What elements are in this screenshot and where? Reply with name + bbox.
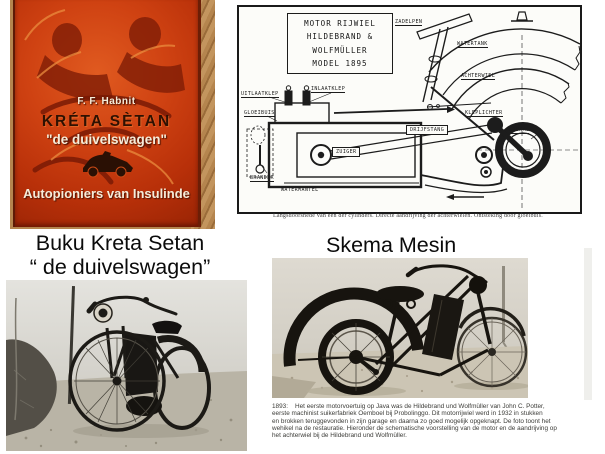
book-caption (8, 231, 232, 279)
diagram-title-line: HILDEBRAND & (306, 32, 374, 42)
caption-line1: Het eerste motorvoertuig op Java was de Hildebrand und Wolfmüller van John C. Potter, (295, 403, 545, 410)
label-inlaatklep: INLAATKLEP (311, 86, 346, 92)
label-kleplichter: KLEPLICHTER (465, 110, 503, 116)
label-watertank: WATERTANK (457, 41, 488, 47)
label-watermantel: WATERMANTEL (281, 187, 319, 193)
caption-line2: eerste machinist suikerfabriek Oemboel bij Probolinggo. Dit motorrijwiel werd in 1932 in stukken (272, 410, 543, 418)
diagram-title-line: MOTOR RIJWIEL (304, 18, 376, 28)
book-tagline: Autopioniers van Insulinde (23, 186, 190, 201)
label-drijfstang: DRIJFSTANG (406, 125, 448, 135)
book-caption-line1: Buku Kreta Setan (35, 231, 205, 255)
book-cover (13, 0, 201, 227)
label-zadelpen: ZADELPEN (395, 19, 423, 25)
photo-left-drawing (6, 280, 247, 451)
diagram-title-line: WOLFMÜLLER (312, 45, 368, 55)
diagram-title-line: MODEL 1895 (312, 59, 368, 69)
vintage-car-icon (77, 150, 137, 178)
caption-line4: wehikel na de restauratie. Hieronder de schematische voorstelling van de motor en de aandrijving op (272, 424, 557, 432)
caption-year: 1893: (272, 403, 288, 410)
label-krukas: KRUKAS (509, 127, 530, 133)
photo-hildebrand-wolfmuller (272, 258, 528, 398)
engine-schematic-diagram (237, 5, 582, 214)
label-gloeibuis: GLOEIBUIS (244, 110, 275, 116)
book-title: KRÉTA SÈTAN (41, 113, 172, 130)
book-author: F. F. Habnit (77, 96, 136, 107)
diagram-title-box (287, 13, 393, 74)
book-cover-photo (10, 0, 215, 229)
book-caption-line2: “ de duivelswagen” (29, 255, 211, 279)
scan-artifact-band (584, 248, 592, 400)
caption-line5: het achterwiel bij de Hildebrand und Wolfmüller. (272, 432, 407, 440)
caption-line3: en brokken teruggevonden in zijn garage en daarna zo goed mogelijk opgeknapt. De foto toont het (272, 417, 551, 425)
label-zuiger: ZUIGER (332, 147, 360, 157)
photo-restored-motorcycle (6, 280, 247, 451)
photo-caption (272, 403, 560, 439)
label-brander: BRANDER (250, 175, 274, 181)
book-subtitle: "de duivelswagen" (46, 132, 167, 147)
label-achterwiel: ACHTERWIEL (461, 73, 496, 79)
schematic-caption: Skema Mesin (326, 233, 457, 257)
diagram-footnote: Langsdoorsnede van een der cylinders. Directe aandrijving der achterwielen. Ontsteking door gloeibuis. (273, 213, 543, 219)
label-uitlaatklep: UITLAATKLEP (241, 91, 279, 97)
photo-right-drawing (272, 258, 528, 398)
